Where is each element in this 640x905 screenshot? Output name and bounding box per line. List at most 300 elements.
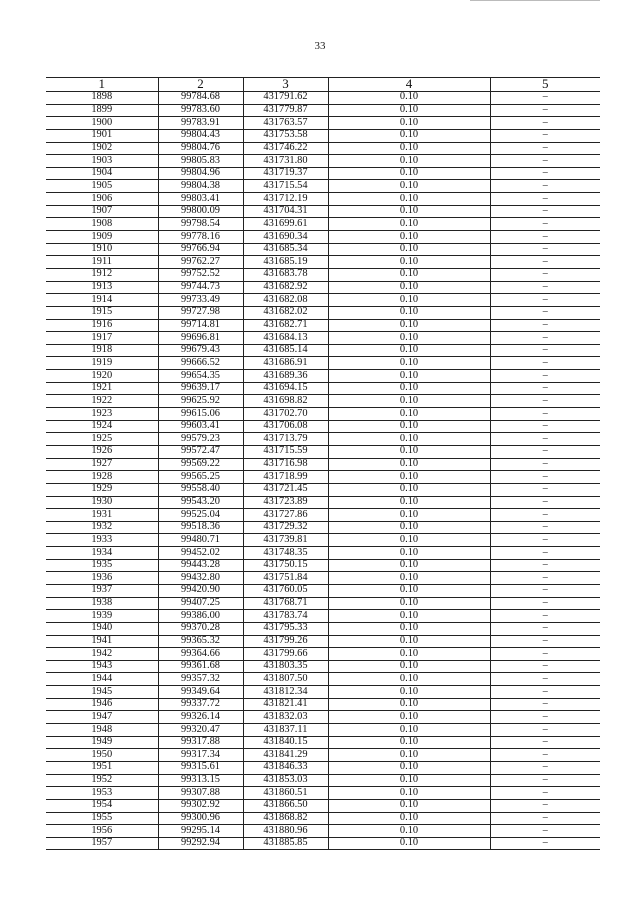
point-number-cell: 1932 bbox=[46, 521, 158, 534]
point-number-cell: 1920 bbox=[46, 370, 158, 383]
accuracy-cell: 0.10 bbox=[328, 648, 490, 661]
accuracy-cell: 0.10 bbox=[328, 332, 490, 345]
accuracy-cell: 0.10 bbox=[328, 509, 490, 522]
y-coordinate-cell: 431699.61 bbox=[243, 218, 328, 231]
table-row bbox=[46, 837, 600, 850]
point-number-cell: 1906 bbox=[46, 193, 158, 206]
y-coordinate-cell: 431685.19 bbox=[243, 256, 328, 269]
note-cell: – bbox=[490, 686, 600, 699]
note-cell: – bbox=[490, 357, 600, 370]
x-coordinate-cell: 99313.15 bbox=[158, 774, 243, 787]
accuracy-cell: 0.10 bbox=[328, 471, 490, 484]
y-coordinate-cell: 431841.29 bbox=[243, 749, 328, 762]
table-row bbox=[46, 408, 600, 421]
note-cell: – bbox=[490, 761, 600, 774]
y-coordinate-cell: 431704.31 bbox=[243, 205, 328, 218]
accuracy-cell: 0.10 bbox=[328, 319, 490, 332]
table-row bbox=[46, 344, 600, 357]
accuracy-cell: 0.10 bbox=[328, 433, 490, 446]
note-cell: – bbox=[490, 534, 600, 547]
note-cell: – bbox=[490, 724, 600, 737]
x-coordinate-cell: 99326.14 bbox=[158, 711, 243, 724]
table-row bbox=[46, 256, 600, 269]
y-coordinate-cell: 431832.03 bbox=[243, 711, 328, 724]
accuracy-cell: 0.10 bbox=[328, 445, 490, 458]
accuracy-cell: 0.10 bbox=[328, 799, 490, 812]
note-cell: – bbox=[490, 218, 600, 231]
note-cell: – bbox=[490, 167, 600, 180]
accuracy-cell: 0.10 bbox=[328, 660, 490, 673]
y-coordinate-cell: 431698.82 bbox=[243, 395, 328, 408]
point-number-cell: 1904 bbox=[46, 167, 158, 180]
note-cell: – bbox=[490, 774, 600, 787]
note-cell: – bbox=[490, 268, 600, 281]
table-row bbox=[46, 799, 600, 812]
accuracy-cell: 0.10 bbox=[328, 698, 490, 711]
table-row bbox=[46, 104, 600, 117]
note-cell: – bbox=[490, 458, 600, 471]
x-coordinate-cell: 99420.90 bbox=[158, 584, 243, 597]
point-number-cell: 1928 bbox=[46, 471, 158, 484]
y-coordinate-cell: 431694.15 bbox=[243, 382, 328, 395]
accuracy-cell: 0.10 bbox=[328, 167, 490, 180]
y-coordinate-cell: 431812.34 bbox=[243, 686, 328, 699]
point-number-cell: 1939 bbox=[46, 610, 158, 623]
column-header-5: 5 bbox=[490, 78, 600, 92]
accuracy-cell: 0.10 bbox=[328, 711, 490, 724]
table-row bbox=[46, 319, 600, 332]
point-number-cell: 1911 bbox=[46, 256, 158, 269]
table-row bbox=[46, 736, 600, 749]
accuracy-cell: 0.10 bbox=[328, 825, 490, 838]
note-cell: – bbox=[490, 370, 600, 383]
note-cell: – bbox=[490, 597, 600, 610]
note-cell: – bbox=[490, 572, 600, 585]
x-coordinate-cell: 99565.25 bbox=[158, 471, 243, 484]
table-row bbox=[46, 395, 600, 408]
accuracy-cell: 0.10 bbox=[328, 749, 490, 762]
table-row bbox=[46, 673, 600, 686]
point-number-cell: 1913 bbox=[46, 281, 158, 294]
note-cell: – bbox=[490, 231, 600, 244]
table-row bbox=[46, 610, 600, 623]
note-cell: – bbox=[490, 382, 600, 395]
table-row bbox=[46, 433, 600, 446]
note-cell: – bbox=[490, 344, 600, 357]
table-row bbox=[46, 205, 600, 218]
y-coordinate-cell: 431683.78 bbox=[243, 268, 328, 281]
y-coordinate-cell: 431712.19 bbox=[243, 193, 328, 206]
x-coordinate-cell: 99432.80 bbox=[158, 572, 243, 585]
y-coordinate-cell: 431840.15 bbox=[243, 736, 328, 749]
note-cell: – bbox=[490, 660, 600, 673]
point-number-cell: 1903 bbox=[46, 155, 158, 168]
point-number-cell: 1948 bbox=[46, 724, 158, 737]
accuracy-cell: 0.10 bbox=[328, 635, 490, 648]
note-cell: – bbox=[490, 294, 600, 307]
x-coordinate-cell: 99615.06 bbox=[158, 408, 243, 421]
table-row bbox=[46, 749, 600, 762]
point-number-cell: 1905 bbox=[46, 180, 158, 193]
coordinates-table bbox=[46, 77, 600, 850]
y-coordinate-cell: 431713.79 bbox=[243, 433, 328, 446]
table-row bbox=[46, 547, 600, 560]
y-coordinate-cell: 431716.98 bbox=[243, 458, 328, 471]
note-cell: – bbox=[490, 825, 600, 838]
accuracy-cell: 0.10 bbox=[328, 155, 490, 168]
y-coordinate-cell: 431751.84 bbox=[243, 572, 328, 585]
y-coordinate-cell: 431702.70 bbox=[243, 408, 328, 421]
note-cell: – bbox=[490, 635, 600, 648]
table-row bbox=[46, 332, 600, 345]
y-coordinate-cell: 431715.59 bbox=[243, 445, 328, 458]
accuracy-cell: 0.10 bbox=[328, 142, 490, 155]
note-cell: – bbox=[490, 104, 600, 117]
x-coordinate-cell: 99800.09 bbox=[158, 205, 243, 218]
y-coordinate-cell: 431750.15 bbox=[243, 559, 328, 572]
y-coordinate-cell: 431718.99 bbox=[243, 471, 328, 484]
note-cell: – bbox=[490, 837, 600, 850]
accuracy-cell: 0.10 bbox=[328, 370, 490, 383]
x-coordinate-cell: 99784.68 bbox=[158, 92, 243, 105]
point-number-cell: 1946 bbox=[46, 698, 158, 711]
y-coordinate-cell: 431799.26 bbox=[243, 635, 328, 648]
accuracy-cell: 0.10 bbox=[328, 180, 490, 193]
y-coordinate-cell: 431853.03 bbox=[243, 774, 328, 787]
table-row bbox=[46, 370, 600, 383]
point-number-cell: 1910 bbox=[46, 243, 158, 256]
accuracy-cell: 0.10 bbox=[328, 534, 490, 547]
scan-edge-mark bbox=[470, 0, 600, 1]
point-number-cell: 1931 bbox=[46, 509, 158, 522]
table-row bbox=[46, 357, 600, 370]
table-row bbox=[46, 698, 600, 711]
point-number-cell: 1938 bbox=[46, 597, 158, 610]
note-cell: – bbox=[490, 610, 600, 623]
accuracy-cell: 0.10 bbox=[328, 268, 490, 281]
point-number-cell: 1916 bbox=[46, 319, 158, 332]
y-coordinate-cell: 431860.51 bbox=[243, 787, 328, 800]
table-row bbox=[46, 92, 600, 105]
note-cell: – bbox=[490, 129, 600, 142]
point-number-cell: 1926 bbox=[46, 445, 158, 458]
point-number-cell: 1957 bbox=[46, 837, 158, 850]
accuracy-cell: 0.10 bbox=[328, 761, 490, 774]
table-body bbox=[46, 92, 600, 850]
x-coordinate-cell: 99727.98 bbox=[158, 306, 243, 319]
accuracy-cell: 0.10 bbox=[328, 306, 490, 319]
note-cell: – bbox=[490, 799, 600, 812]
x-coordinate-cell: 99783.60 bbox=[158, 104, 243, 117]
x-coordinate-cell: 99752.52 bbox=[158, 268, 243, 281]
x-coordinate-cell: 99696.81 bbox=[158, 332, 243, 345]
x-coordinate-cell: 99766.94 bbox=[158, 243, 243, 256]
point-number-cell: 1924 bbox=[46, 420, 158, 433]
table-row bbox=[46, 724, 600, 737]
point-number-cell: 1955 bbox=[46, 812, 158, 825]
table-row bbox=[46, 774, 600, 787]
column-header-2: 2 bbox=[158, 78, 243, 92]
page-number: 33 bbox=[314, 40, 326, 52]
point-number-cell: 1919 bbox=[46, 357, 158, 370]
y-coordinate-cell: 431783.74 bbox=[243, 610, 328, 623]
x-coordinate-cell: 99744.73 bbox=[158, 281, 243, 294]
note-cell: – bbox=[490, 180, 600, 193]
x-coordinate-cell: 99407.25 bbox=[158, 597, 243, 610]
x-coordinate-cell: 99315.61 bbox=[158, 761, 243, 774]
note-cell: – bbox=[490, 673, 600, 686]
x-coordinate-cell: 99603.41 bbox=[158, 420, 243, 433]
note-cell: – bbox=[490, 92, 600, 105]
accuracy-cell: 0.10 bbox=[328, 218, 490, 231]
note-cell: – bbox=[490, 584, 600, 597]
note-cell: – bbox=[490, 812, 600, 825]
y-coordinate-cell: 431880.96 bbox=[243, 825, 328, 838]
table-row bbox=[46, 231, 600, 244]
table-row bbox=[46, 243, 600, 256]
accuracy-cell: 0.10 bbox=[328, 774, 490, 787]
x-coordinate-cell: 99714.81 bbox=[158, 319, 243, 332]
accuracy-cell: 0.10 bbox=[328, 294, 490, 307]
x-coordinate-cell: 99300.96 bbox=[158, 812, 243, 825]
table-row bbox=[46, 471, 600, 484]
y-coordinate-cell: 431760.05 bbox=[243, 584, 328, 597]
point-number-cell: 1933 bbox=[46, 534, 158, 547]
point-number-cell: 1942 bbox=[46, 648, 158, 661]
accuracy-cell: 0.10 bbox=[328, 420, 490, 433]
table-row bbox=[46, 142, 600, 155]
table-row bbox=[46, 268, 600, 281]
x-coordinate-cell: 99805.83 bbox=[158, 155, 243, 168]
column-header-1: 1 bbox=[46, 78, 158, 92]
y-coordinate-cell: 431684.13 bbox=[243, 332, 328, 345]
note-cell: – bbox=[490, 736, 600, 749]
accuracy-cell: 0.10 bbox=[328, 559, 490, 572]
point-number-cell: 1943 bbox=[46, 660, 158, 673]
table-row bbox=[46, 635, 600, 648]
y-coordinate-cell: 431690.34 bbox=[243, 231, 328, 244]
x-coordinate-cell: 99292.94 bbox=[158, 837, 243, 850]
point-number-cell: 1927 bbox=[46, 458, 158, 471]
y-coordinate-cell: 431768.71 bbox=[243, 597, 328, 610]
table-row bbox=[46, 812, 600, 825]
table-row bbox=[46, 306, 600, 319]
point-number-cell: 1921 bbox=[46, 382, 158, 395]
y-coordinate-cell: 431706.08 bbox=[243, 420, 328, 433]
y-coordinate-cell: 431821.41 bbox=[243, 698, 328, 711]
accuracy-cell: 0.10 bbox=[328, 344, 490, 357]
note-cell: – bbox=[490, 509, 600, 522]
y-coordinate-cell: 431682.08 bbox=[243, 294, 328, 307]
accuracy-cell: 0.10 bbox=[328, 483, 490, 496]
table-row bbox=[46, 534, 600, 547]
y-coordinate-cell: 431846.33 bbox=[243, 761, 328, 774]
accuracy-cell: 0.10 bbox=[328, 395, 490, 408]
table-row bbox=[46, 584, 600, 597]
note-cell: – bbox=[490, 142, 600, 155]
point-number-cell: 1936 bbox=[46, 572, 158, 585]
note-cell: – bbox=[490, 559, 600, 572]
point-number-cell: 1901 bbox=[46, 129, 158, 142]
y-coordinate-cell: 431685.14 bbox=[243, 344, 328, 357]
table-row bbox=[46, 686, 600, 699]
note-cell: – bbox=[490, 306, 600, 319]
note-cell: – bbox=[490, 648, 600, 661]
table-row bbox=[46, 496, 600, 509]
note-cell: – bbox=[490, 332, 600, 345]
x-coordinate-cell: 99320.47 bbox=[158, 724, 243, 737]
accuracy-cell: 0.10 bbox=[328, 243, 490, 256]
x-coordinate-cell: 99443.28 bbox=[158, 559, 243, 572]
x-coordinate-cell: 99579.23 bbox=[158, 433, 243, 446]
point-number-cell: 1914 bbox=[46, 294, 158, 307]
x-coordinate-cell: 99543.20 bbox=[158, 496, 243, 509]
point-number-cell: 1934 bbox=[46, 547, 158, 560]
note-cell: – bbox=[490, 281, 600, 294]
x-coordinate-cell: 99361.68 bbox=[158, 660, 243, 673]
point-number-cell: 1956 bbox=[46, 825, 158, 838]
point-number-cell: 1947 bbox=[46, 711, 158, 724]
point-number-cell: 1907 bbox=[46, 205, 158, 218]
x-coordinate-cell: 99302.92 bbox=[158, 799, 243, 812]
table-header-row bbox=[46, 78, 600, 92]
point-number-cell: 1945 bbox=[46, 686, 158, 699]
accuracy-cell: 0.10 bbox=[328, 458, 490, 471]
accuracy-cell: 0.10 bbox=[328, 281, 490, 294]
point-number-cell: 1899 bbox=[46, 104, 158, 117]
x-coordinate-cell: 99349.64 bbox=[158, 686, 243, 699]
y-coordinate-cell: 431763.57 bbox=[243, 117, 328, 130]
table-row bbox=[46, 711, 600, 724]
note-cell: – bbox=[490, 471, 600, 484]
y-coordinate-cell: 431682.92 bbox=[243, 281, 328, 294]
x-coordinate-cell: 99804.96 bbox=[158, 167, 243, 180]
note-cell: – bbox=[490, 521, 600, 534]
y-coordinate-cell: 431723.89 bbox=[243, 496, 328, 509]
table-row bbox=[46, 458, 600, 471]
table-row bbox=[46, 445, 600, 458]
table-row bbox=[46, 787, 600, 800]
note-cell: – bbox=[490, 749, 600, 762]
y-coordinate-cell: 431791.62 bbox=[243, 92, 328, 105]
x-coordinate-cell: 99386.00 bbox=[158, 610, 243, 623]
x-coordinate-cell: 99639.17 bbox=[158, 382, 243, 395]
point-number-cell: 1900 bbox=[46, 117, 158, 130]
y-coordinate-cell: 431686.91 bbox=[243, 357, 328, 370]
point-number-cell: 1944 bbox=[46, 673, 158, 686]
x-coordinate-cell: 99762.27 bbox=[158, 256, 243, 269]
table-row bbox=[46, 509, 600, 522]
accuracy-cell: 0.10 bbox=[328, 129, 490, 142]
y-coordinate-cell: 431746.22 bbox=[243, 142, 328, 155]
accuracy-cell: 0.10 bbox=[328, 92, 490, 105]
accuracy-cell: 0.10 bbox=[328, 496, 490, 509]
accuracy-cell: 0.10 bbox=[328, 521, 490, 534]
table-row bbox=[46, 660, 600, 673]
accuracy-cell: 0.10 bbox=[328, 686, 490, 699]
x-coordinate-cell: 99317.88 bbox=[158, 736, 243, 749]
note-cell: – bbox=[490, 256, 600, 269]
accuracy-cell: 0.10 bbox=[328, 256, 490, 269]
y-coordinate-cell: 431803.35 bbox=[243, 660, 328, 673]
accuracy-cell: 0.10 bbox=[328, 547, 490, 560]
x-coordinate-cell: 99525.04 bbox=[158, 509, 243, 522]
x-coordinate-cell: 99798.54 bbox=[158, 218, 243, 231]
accuracy-cell: 0.10 bbox=[328, 610, 490, 623]
accuracy-cell: 0.10 bbox=[328, 812, 490, 825]
table-row bbox=[46, 167, 600, 180]
x-coordinate-cell: 99778.16 bbox=[158, 231, 243, 244]
accuracy-cell: 0.10 bbox=[328, 205, 490, 218]
x-coordinate-cell: 99803.41 bbox=[158, 193, 243, 206]
table-row bbox=[46, 180, 600, 193]
table-row bbox=[46, 129, 600, 142]
table-row bbox=[46, 420, 600, 433]
x-coordinate-cell: 99307.88 bbox=[158, 787, 243, 800]
x-coordinate-cell: 99804.38 bbox=[158, 180, 243, 193]
note-cell: – bbox=[490, 395, 600, 408]
point-number-cell: 1898 bbox=[46, 92, 158, 105]
note-cell: – bbox=[490, 547, 600, 560]
point-number-cell: 1912 bbox=[46, 268, 158, 281]
y-coordinate-cell: 431721.45 bbox=[243, 483, 328, 496]
point-number-cell: 1949 bbox=[46, 736, 158, 749]
table-row bbox=[46, 218, 600, 231]
accuracy-cell: 0.10 bbox=[328, 193, 490, 206]
note-cell: – bbox=[490, 117, 600, 130]
x-coordinate-cell: 99337.72 bbox=[158, 698, 243, 711]
x-coordinate-cell: 99480.71 bbox=[158, 534, 243, 547]
table-row bbox=[46, 572, 600, 585]
y-coordinate-cell: 431748.35 bbox=[243, 547, 328, 560]
x-coordinate-cell: 99452.02 bbox=[158, 547, 243, 560]
point-number-cell: 1915 bbox=[46, 306, 158, 319]
x-coordinate-cell: 99679.43 bbox=[158, 344, 243, 357]
x-coordinate-cell: 99364.66 bbox=[158, 648, 243, 661]
table-row bbox=[46, 155, 600, 168]
column-header-4: 4 bbox=[328, 78, 490, 92]
note-cell: – bbox=[490, 420, 600, 433]
x-coordinate-cell: 99569.22 bbox=[158, 458, 243, 471]
accuracy-cell: 0.10 bbox=[328, 104, 490, 117]
note-cell: – bbox=[490, 622, 600, 635]
y-coordinate-cell: 431837.11 bbox=[243, 724, 328, 737]
x-coordinate-cell: 99572.47 bbox=[158, 445, 243, 458]
y-coordinate-cell: 431729.32 bbox=[243, 521, 328, 534]
y-coordinate-cell: 431795.33 bbox=[243, 622, 328, 635]
table-row bbox=[46, 761, 600, 774]
note-cell: – bbox=[490, 496, 600, 509]
y-coordinate-cell: 431779.87 bbox=[243, 104, 328, 117]
y-coordinate-cell: 431753.58 bbox=[243, 129, 328, 142]
note-cell: – bbox=[490, 319, 600, 332]
note-cell: – bbox=[490, 205, 600, 218]
note-cell: – bbox=[490, 408, 600, 421]
note-cell: – bbox=[490, 243, 600, 256]
point-number-cell: 1929 bbox=[46, 483, 158, 496]
y-coordinate-cell: 431739.81 bbox=[243, 534, 328, 547]
x-coordinate-cell: 99625.92 bbox=[158, 395, 243, 408]
point-number-cell: 1908 bbox=[46, 218, 158, 231]
note-cell: – bbox=[490, 155, 600, 168]
accuracy-cell: 0.10 bbox=[328, 673, 490, 686]
point-number-cell: 1941 bbox=[46, 635, 158, 648]
y-coordinate-cell: 431719.37 bbox=[243, 167, 328, 180]
accuracy-cell: 0.10 bbox=[328, 724, 490, 737]
y-coordinate-cell: 431727.86 bbox=[243, 509, 328, 522]
y-coordinate-cell: 431731.80 bbox=[243, 155, 328, 168]
y-coordinate-cell: 431799.66 bbox=[243, 648, 328, 661]
